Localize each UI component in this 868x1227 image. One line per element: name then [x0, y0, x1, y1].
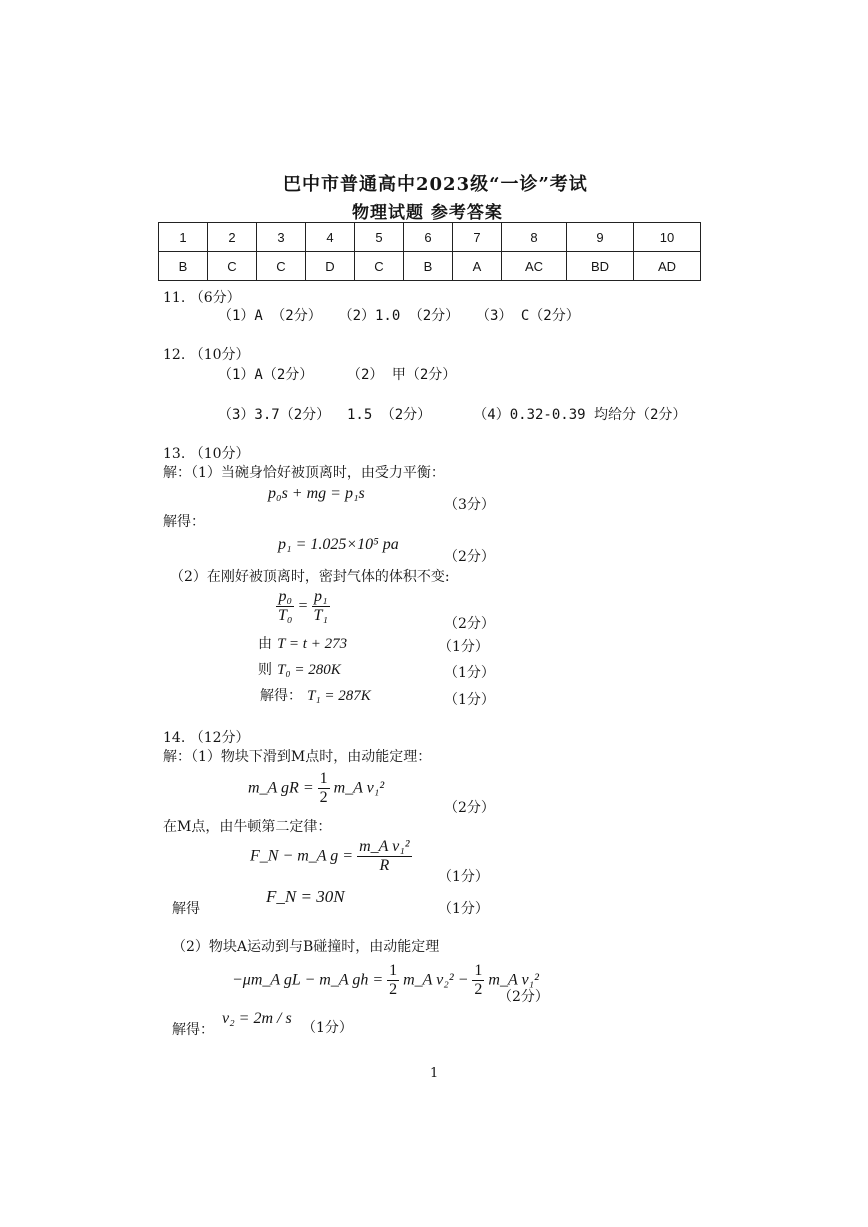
q14-equation-1-left: m_A gR =	[248, 779, 314, 797]
q13-equation-4: T = t + 273	[277, 636, 348, 652]
page-number: 1	[430, 1066, 439, 1081]
q13-equation-4-line	[258, 633, 347, 653]
q14-equation-3-score: （1分）	[438, 901, 489, 917]
q13-equation-5: T₀ = 280K	[277, 662, 341, 678]
table-cell-number: 3	[257, 223, 306, 252]
answer-table-number-row	[159, 223, 701, 252]
q14-equation-1-score: （2分）	[444, 800, 495, 816]
fraction-numerator: p₀	[276, 588, 294, 607]
q13-equation-4-score: （1分）	[438, 639, 489, 655]
q14-solve-label: 解得	[172, 901, 200, 917]
q14-equation-2-score: （1分）	[438, 869, 489, 885]
q13-equation-4-prefix: 由	[258, 636, 272, 652]
table-cell-number: 1	[159, 223, 208, 252]
q14-equation-1	[248, 770, 384, 808]
fraction	[312, 588, 330, 626]
q13-equation-3-score: （2分）	[444, 616, 495, 632]
fraction	[472, 962, 484, 1000]
fraction	[318, 770, 330, 808]
q14-part-2: （2）物块A运动到与B碰撞时，由动能定理	[172, 939, 440, 955]
q14-solve-2-label: 解得：	[172, 1022, 214, 1038]
q13-intro: 解：（1）当碗身恰好被顶离时，由受力平衡：	[163, 465, 445, 481]
q13-header: 13. （10分）	[163, 446, 250, 462]
table-cell-number: 5	[355, 223, 404, 252]
q13-part-2: （2）在刚好被顶离时，密封气体的体积不变:	[170, 569, 450, 585]
table-cell-number: 8	[502, 223, 567, 252]
q12-answer-line-1: （1）A（2分） （2） 甲（2分）	[218, 367, 457, 383]
q13-solve-label: 解得：	[163, 514, 205, 530]
table-cell-answer: AD	[634, 252, 701, 281]
table-cell-answer: C	[208, 252, 257, 281]
table-cell-number: 9	[567, 223, 634, 252]
fraction	[387, 962, 399, 1000]
fraction-denominator: 2	[474, 981, 483, 999]
fraction-denominator: 2	[319, 789, 328, 807]
fraction-numerator: 1	[387, 962, 399, 981]
fraction	[357, 838, 412, 876]
q11-answer-line: （1）A （2分） （2）1.0 （2分） （3） C（2分）	[218, 308, 580, 324]
q14-equation-4-middle: m_A v₂² −	[403, 971, 469, 989]
q13-equation-6-score: （1分）	[444, 692, 495, 708]
fraction-denominator: 2	[389, 981, 398, 999]
page-title: 巴中市普通高中2023级“一诊”考试	[283, 174, 588, 195]
fraction-numerator: 1	[472, 962, 484, 981]
fraction-denominator: T₀	[278, 607, 293, 625]
q11-header: 11. （6分）	[163, 290, 241, 306]
fraction-numerator: p₁	[312, 588, 330, 607]
q14-equation-3: F_N = 30N	[266, 887, 345, 906]
fraction-denominator: R	[379, 857, 390, 875]
q14-equation-2	[250, 838, 412, 876]
table-cell-number: 4	[306, 223, 355, 252]
q13-equation-1: p₀s + mg = p₁s	[268, 485, 365, 502]
q14-equation-1-right: m_A v₁²	[333, 779, 385, 797]
table-cell-answer: B	[159, 252, 208, 281]
fraction-numerator: m_A v₁²	[357, 838, 412, 857]
q14-equation-4-right: m_A v₁²	[488, 971, 539, 989]
q14-intro: 解：（1）物块下滑到M点时，由动能定理：	[163, 749, 432, 765]
table-cell-answer: A	[453, 252, 502, 281]
table-cell-answer: D	[306, 252, 355, 281]
fraction-denominator: T₁	[313, 607, 328, 625]
answer-table	[158, 222, 701, 281]
q13-equation-6-line	[260, 685, 371, 705]
table-cell-number: 2	[208, 223, 257, 252]
table-cell-number: 10	[634, 223, 701, 252]
q14-equation-5: v₂ = 2m / s	[222, 1010, 292, 1027]
answer-table-answer-row	[159, 252, 701, 281]
q13-equation-5-prefix: 则	[258, 662, 272, 678]
fraction-numerator: 1	[318, 770, 330, 789]
table-cell-number: 6	[404, 223, 453, 252]
q13-equation-6: T₁ = 287K	[307, 688, 371, 704]
q14-newton-law: 在M点，由牛顿第二定律：	[163, 819, 332, 835]
q13-equation-5-score: （1分）	[444, 665, 495, 681]
fraction	[276, 588, 294, 626]
q13-equation-2: p₁ = 1.025×10⁵ pa	[278, 536, 399, 553]
table-cell-answer: AC	[502, 252, 567, 281]
q14-equation-2-left: F_N − m_A g =	[250, 847, 354, 865]
table-cell-answer: BD	[567, 252, 634, 281]
q13-equation-1-score: （3分）	[444, 497, 495, 513]
q14-equation-4	[232, 962, 539, 1000]
q14-equation-4-left: −μm_A gL − m_A gh =	[232, 971, 384, 989]
q13-equation-3: $\frac{\text{p₀}}{\text{T₀}}$ = $\frac{\text{p₁}}{\text{T₁}}$	[278, 588, 328, 625]
q14-equation-4-score: （2分）	[498, 989, 549, 1005]
q13-equation-2-score: （2分）	[444, 549, 495, 565]
table-cell-answer: C	[355, 252, 404, 281]
q12-header: 12. （10分）	[163, 347, 250, 363]
page-subtitle: 物理试题 参考答案	[352, 203, 503, 223]
q14-equation-5-score: （1分）	[302, 1020, 353, 1036]
q14-header: 14. （12分）	[163, 730, 250, 746]
table-cell-answer: B	[404, 252, 453, 281]
q13-equation-5-line	[258, 659, 341, 679]
table-cell-answer: C	[257, 252, 306, 281]
q12-answer-line-2: （3）3.7（2分） 1.5 （2分） （4）0.32-0.39 均给分（2分）	[218, 407, 687, 423]
q13-equation-6-prefix: 解得：	[260, 688, 302, 704]
table-cell-number: 7	[453, 223, 502, 252]
